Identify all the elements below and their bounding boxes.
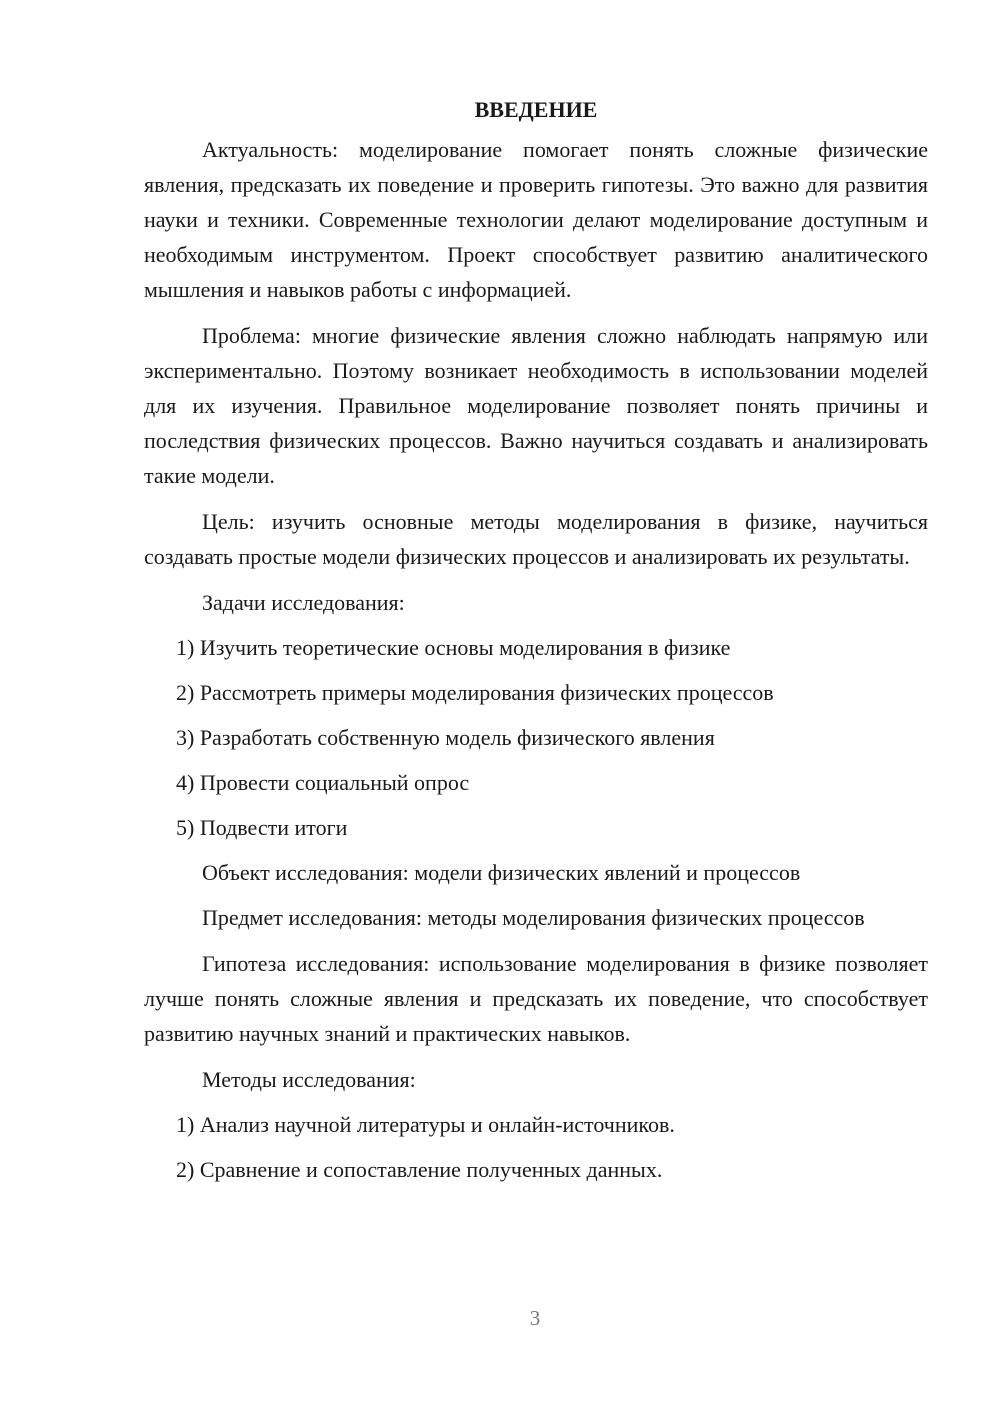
goal-paragraph: Цель: изучить основные методы моделирования в физике, научиться создавать простые модели физических процессов и анализировать их результаты. xyxy=(144,509,928,569)
document-page xyxy=(144,92,928,1197)
list-item: 2) Рассмотреть примеры моделирования физических процессов xyxy=(176,680,774,705)
list-item: 1) Изучить теоретические основы моделирования в физике xyxy=(176,635,731,660)
tasks-heading: Задачи исследования: xyxy=(202,590,405,615)
methods-list xyxy=(144,1107,928,1187)
page-title: ВВЕДЕНИЕ xyxy=(474,97,598,122)
page-number: 3 xyxy=(529,1306,541,1330)
tasks-list xyxy=(144,630,928,845)
list-item: 4) Провести социальный опрос xyxy=(176,770,470,795)
object-paragraph: Объект исследования: модели физических явлений и процессов xyxy=(202,860,801,885)
problem-paragraph: Проблема: многие физические явления сложно наблюдать напрямую или экспериментально. Поэтому возникает необходимость в использовании моделей для их изучения. Правильное моделирование позволяет понять причины и последствия физических процессов. Важно научиться создавать и анализировать такие модели. xyxy=(144,323,928,488)
hypothesis-paragraph: Гипотеза исследования: использование моделирования в физике позволяет лучше понять сложные явления и предсказать их поведение, что способствует развитию научных знаний и практических навыков. xyxy=(144,951,928,1046)
methods-heading: Методы исследования: xyxy=(202,1067,416,1092)
list-item: 1) Анализ научной литературы и онлайн-источников. xyxy=(176,1112,675,1137)
list-item: 3) Разработать собственную модель физического явления xyxy=(176,725,715,750)
relevance-paragraph: Актуальность: моделирование помогает понять сложные физические явления, предсказать их поведение и проверить гипотезы. Это важно для развития науки и техники. Современные технологии делают моделирование доступным и необходимым инструментом. Проект способствует развитию аналитического мышления и навыков работы с информацией. xyxy=(144,137,928,302)
list-item: 5) Подвести итоги xyxy=(176,815,348,840)
subject-paragraph: Предмет исследования: методы моделирования физических процессов xyxy=(202,905,865,930)
list-item: 2) Сравнение и сопоставление полученных данных. xyxy=(176,1157,663,1182)
